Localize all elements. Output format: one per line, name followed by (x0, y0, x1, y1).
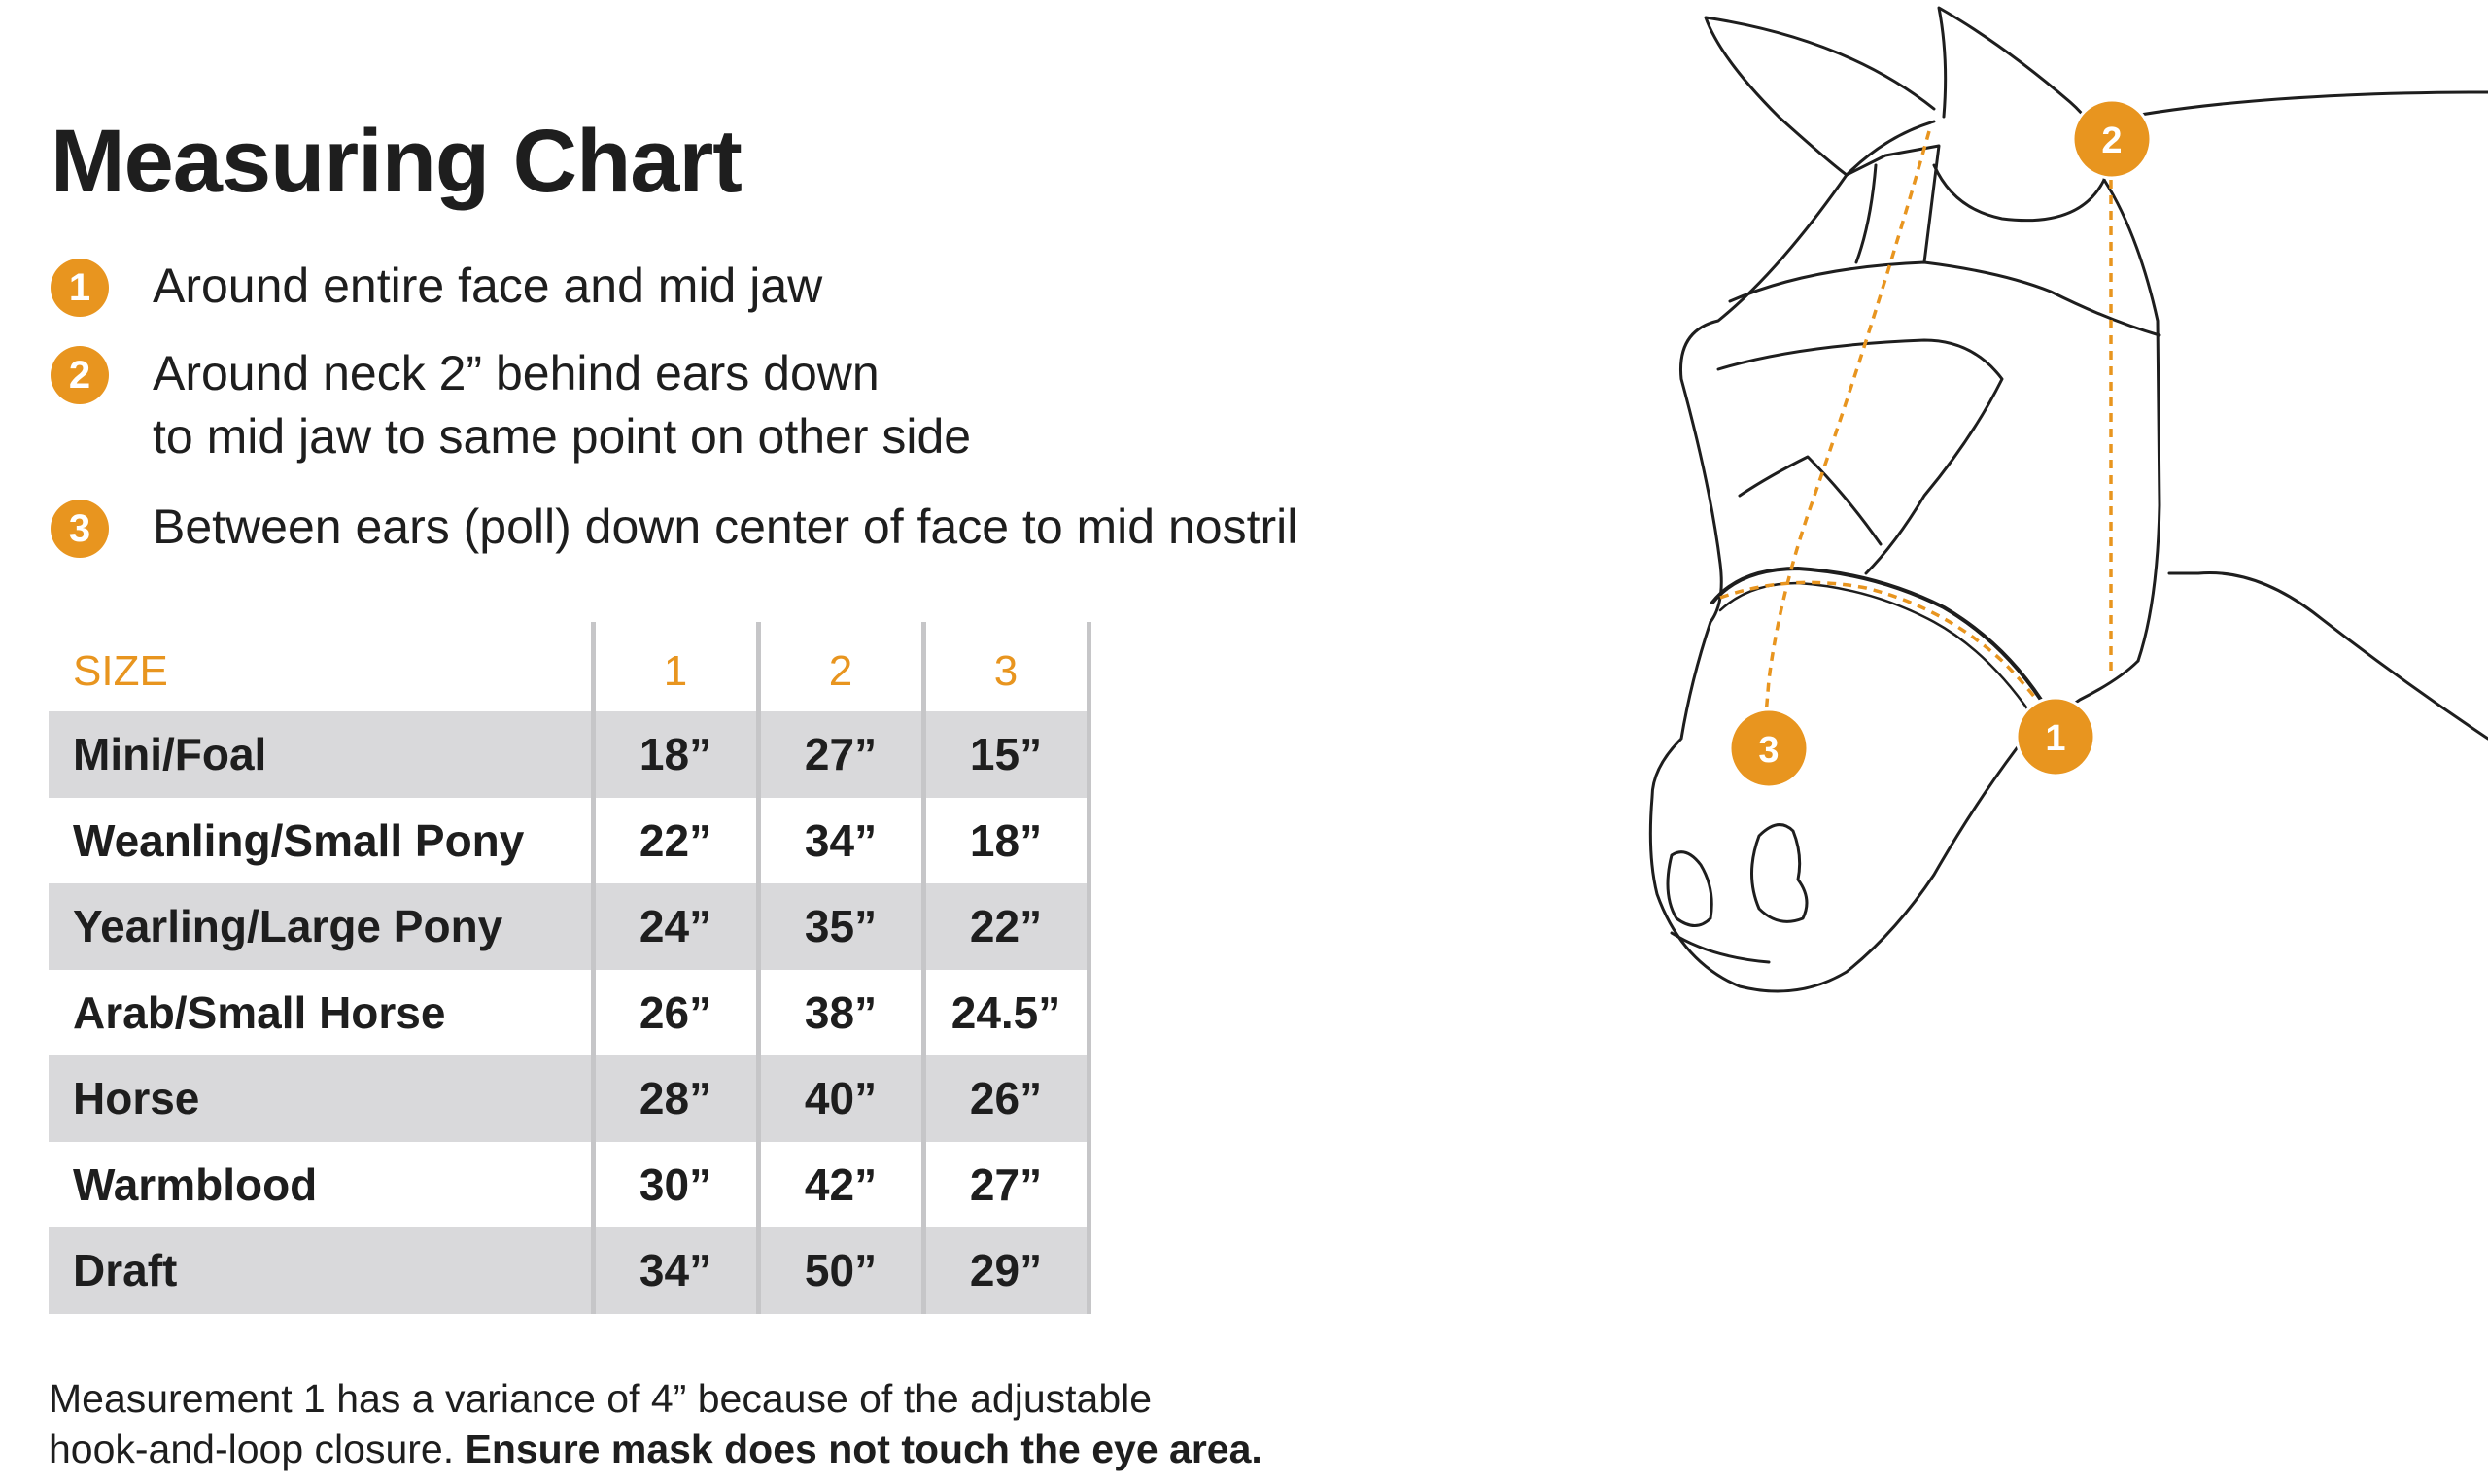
header-measure-1: 1 (593, 622, 758, 711)
diagram-badge-1 (2017, 698, 2094, 776)
step-2-badge: 2 (51, 346, 109, 404)
header-measure-2: 2 (758, 622, 923, 711)
header-measure-3: 3 (923, 622, 1088, 711)
footnote-warning: Ensure mask does not touch the eye area. (465, 1427, 1262, 1471)
horse-outline (1650, 8, 2488, 991)
measure-1-value: 28” (593, 1055, 758, 1142)
footnote-line-2-text: hook-and-loop closure. (49, 1427, 466, 1471)
measure-3-value: 26” (923, 1055, 1088, 1142)
step-2-line-2: to mid jaw to same point on other side (153, 409, 972, 464)
page-title: Measuring Chart (51, 112, 742, 211)
footnote-line-1: Measurement 1 has a variance of 4” because of the adjustable (49, 1376, 1153, 1421)
measure-2-value: 42” (758, 1142, 923, 1228)
size-name: Arab/Small Horse (73, 986, 446, 1038)
guide-3-line (1764, 131, 1929, 739)
measure-1-value: 30” (593, 1142, 758, 1228)
measure-2-value: 35” (758, 883, 923, 970)
measure-1-value: 26” (593, 970, 758, 1056)
step-2-line-1: Around neck 2” behind ears down (153, 346, 880, 400)
size-name: Draft (49, 1227, 593, 1314)
measure-3-value: 29” (923, 1227, 1088, 1314)
measure-3-value: 24.5” (923, 970, 1088, 1056)
measure-1-value: 24” (593, 883, 758, 970)
diagram-badge-3 (1730, 709, 1808, 787)
diagram-badge-1-label: 1 (2045, 718, 2066, 759)
diagram-badge-2-label: 2 (2101, 121, 2123, 161)
measure-3-value: 18” (923, 798, 1088, 884)
size-name: Horse (49, 1055, 593, 1142)
diagram-badge-2 (2073, 100, 2151, 178)
size-name: Weanling/Small Pony (73, 814, 525, 866)
measure-guides (1720, 131, 2111, 739)
step-1-line-1: Around entire face and mid jaw (153, 259, 823, 313)
measure-2-value: 27” (758, 711, 923, 798)
measure-3-value: 27” (923, 1142, 1088, 1228)
measure-1-value: 34” (593, 1227, 758, 1314)
measure-1-value: 22” (593, 798, 758, 884)
measure-2-value: 40” (758, 1055, 923, 1142)
step-3-badge: 3 (51, 500, 109, 558)
measure-2-value: 50” (758, 1227, 923, 1314)
step-3-line-1: Between ears (poll) down center of face to mid nostril (153, 500, 1298, 554)
size-name: Warmblood (73, 1158, 318, 1210)
diagram-badge-3-label: 3 (1758, 730, 1780, 771)
measure-3-value: 22” (923, 883, 1088, 970)
step-1-badge: 1 (51, 259, 109, 317)
measure-2-value: 38” (758, 970, 923, 1056)
size-name: Mini/Foal (49, 711, 593, 798)
measure-1-value: 18” (593, 711, 758, 798)
header-size: SIZE (73, 647, 168, 695)
measure-2-value: 34” (758, 798, 923, 884)
measure-3-value: 15” (923, 711, 1088, 798)
size-name: Yearling/Large Pony (49, 883, 593, 970)
